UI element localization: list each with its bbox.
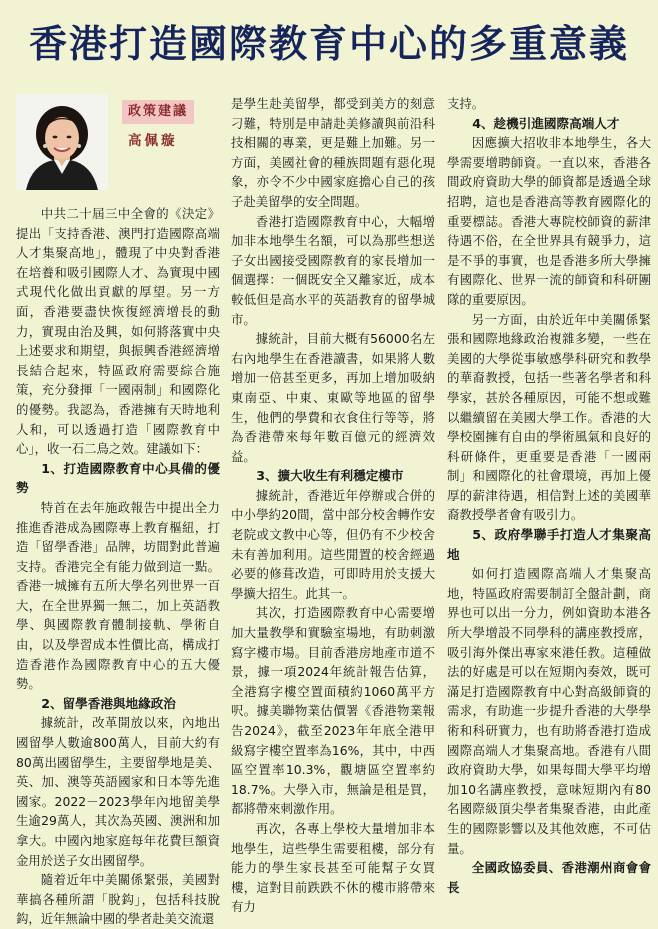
paragraph: 隨着近年中美關係緊張，美國對華搞各種所謂「脫鈎」，包括科技脫鈎，近年無論中國的學者赴美交流還 [16,872,220,927]
section-heading: 1、打造國際教育中心具備的優勢 [16,460,220,496]
section-heading: 3、擴大收生有利穩定樓市 [256,468,404,484]
paragraph: 是學生赴美留學，都受到美方的刻意刁難，特別是申請赴美修讀與前沿科技相關的專業，更是難上加難。另一方面，美國社會的種族問題有惡化現象，亦令不少中國家庭擔心自己的孩子赴美留學的安全問題。 [231,96,435,209]
author-photo-icon [16,94,108,190]
section-heading: 5、政府學聯手打造人才集聚高地 [447,527,651,562]
paragraph: 因應擴大招收非本地學生，各大學需要增聘師資。一直以來，香港各間政府資助大學的師資都是透過全球招聘，這也是香港高等教育國際化的重要標誌。香港大專院校師資的薪津待遇不俗，在全世界具有競爭力，這是不爭的事實，也是香港多所大學擁有國際化、世界一流的師資和科研團隊的重要原因。 [447,135,651,307]
paragraph: 支持。 [447,96,485,111]
paragraph: 如何打造國際高端人才集聚高地，特區政府需要制訂全盤計劃，商界也可以出一分力，例如資助本港各所大學增設不同學科的講座教授席，吸引海外傑出專家來港任教。這種做法的好處是可以在短期內奏效，既可滿足打造國際教育中心對高級師資的需求，有助進一步提升香港的大學學術和科研實力，也有助將香港打造成國際高端人才集聚高地。香港有八間政府資助大學，如果每間大學平均增加10名講座教授，意味短期內有80名國際級頂尖學者集聚香港，由此產生的國際影響以及其他效應，不可估量。 [447,566,651,856]
paragraph: 再次，各專上學校大量增加非本地學生，這些學生需要租樓，部分有能力的學生家長甚至可能幫子女買樓，這對目前跌跌不休的樓市將帶來有力 [231,820,435,915]
article-title: 香港打造國際教育中心的多重意義 [28,21,629,66]
column-tag: 政策建議 [122,100,194,124]
paragraph: 另一方面，由於近年中美關係緊張和國際地緣政治複雜多變，一些在美國的大學從事敏感學科研究和教學的華裔教授，包括一些著名學者和科學家，甚於各種原因，可能不想或難以繼續留在美國大學工作。香港的大學校園擁有自由的學術風氣和良好的科研條件，更重要是香港「一國兩制」和國際化的社會環境，再加上優厚的薪津待遇，相信對上述的美國華裔教授學者會有吸引力。 [447,311,651,523]
author-portrait [16,94,108,190]
paragraph: 其次，打造國際教育中心需要增加大量教學和實驗室場地，有助刺激寫字樓市場。目前香港房地產市道不景，據一項2024年統計報告估算，全港寫字樓空置面積約1060萬平方呎。據美聯物業估價署《香港物業報告2024》，截至2023年年底全港甲級寫字樓空置率為16%，其中，中西區空置率10.3%，觀塘區空置率約18.7%。大學入市，無論是租是買，都將帶來刺激作用。 [231,605,435,817]
paragraph: 香港打造國際教育中心，大幅增加非本地學生名額，可以為那些想送子女出國接受國際教育的家長增加一個選擇：一個既安全又離家近，成本較低但是高水平的英語教育的留學城市。 [231,213,435,327]
article-column-2 [231,94,435,917]
section-heading: 4、趁機引進國際高端人才 [472,115,620,131]
author-name: 高佩璇 [128,132,178,149]
article-column-3 [447,94,651,897]
paragraph: 據統計，香港近年停辦或合併的中小學約20間，當中部分校舍轉作安老院或文教中心等，但仍有不少校舍未有善加利用。這些閒置的校舍經過必要的修葺改造，可即時用於支援大學擴大招生。此其一。 [231,487,435,601]
author-signoff: 全國政協委員、香港潮州商會會長 [447,860,651,895]
article-column-1 [16,94,220,929]
byline [16,94,220,190]
paragraph: 據統計，改革開放以來，內地出國留學人數逾800萬人，目前大約有80萬出國留學生，主要留學地是美、英、加、澳等英語國家和日本等先進國家。2022－2023學年內地留美學生逾29萬人，其次為英國、澳洲和加拿大。中國內地家庭每年花費巨額資金用於送子女出國留學。 [16,715,220,868]
byline-tags [122,94,194,190]
paragraph: 特首在去年施政報告中提出全力推進香港成為國際專上教育樞紐，打造「留學香港」品牌，坊間對此普遍支持。香港完全有能力做到這一點。香港一城擁有五所大學名列世界一百大，在全世界獨一無二，加上英語教學、與國際教育體制接軌、學術自由，以及學習成本性價比高，構成打造香港作為國際教育中心的五大優勢。 [16,499,220,692]
section-heading: 2、留學香港與地緣政治 [41,695,176,711]
paragraph: 中共二十屆三中全會的《決定》提出「支持香港、澳門打造國際高端人才集聚高地」，體現了中央對香港在培養和吸引國際人才、為實現中國式現代化做出貢獻的厚望。另一方面，香港要盡快恢復經濟增長的動力，實現由治及興，如何將落實中央上述要求和期望，與振興香港經濟增長結合起來，特區政府需要綜合施策，充分發揮「一國兩制」和國際化的優勢。我認為，香港擁有天時地利人和，可以透過打造「國際教育中心」，收一石二鳥之效。建議如下： [16,206,220,457]
paragraph: 據統計，目前大概有56000名左右內地學生在香港讀書，如果將人數增加一倍甚至更多，再加上增加吸納東南亞、中東、東歐等地區的留學生，他們的學費和衣食住行等等，將為香港帶來每年數百億元的經濟效益。 [231,331,435,464]
